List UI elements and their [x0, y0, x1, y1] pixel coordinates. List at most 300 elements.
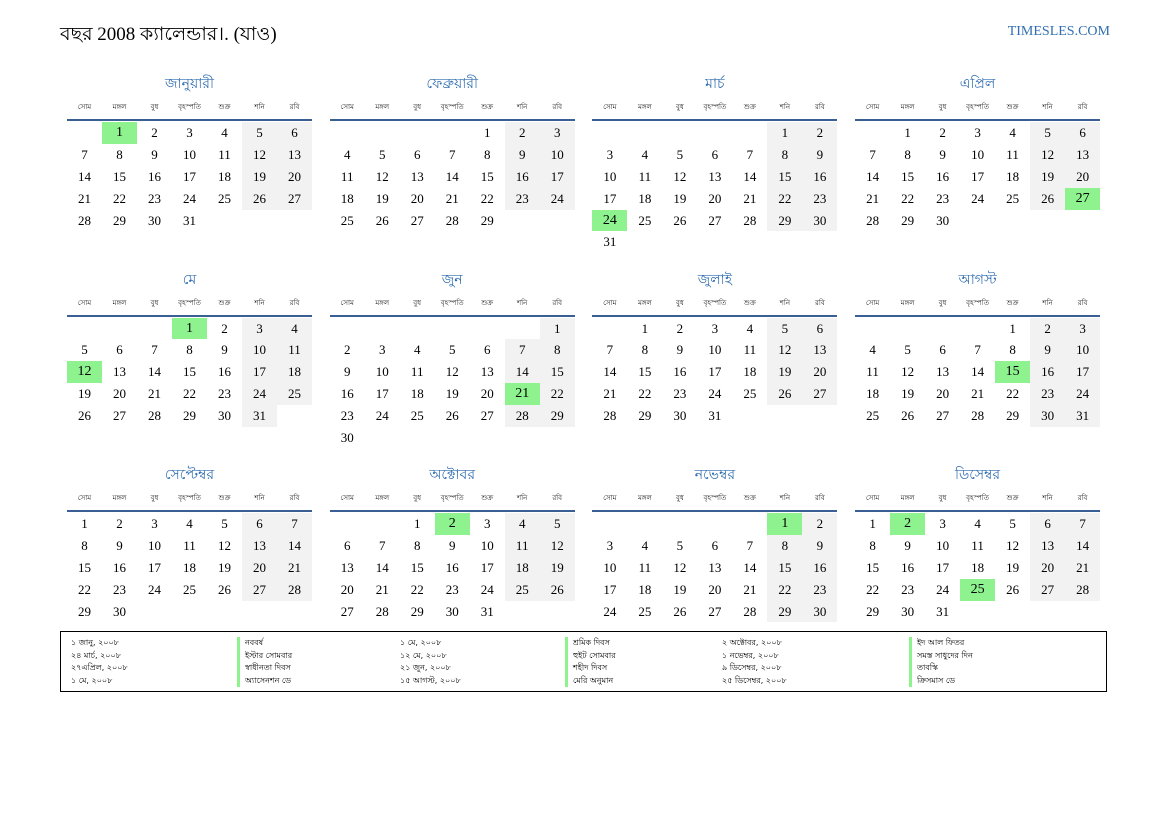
- days-grid: [855, 318, 1100, 427]
- calendar-day: 28: [603, 408, 617, 424]
- empty-cell: [102, 318, 137, 340]
- calendar-day: 21: [866, 190, 880, 206]
- calendar-day: 29: [901, 212, 915, 228]
- calendar-day: 15: [480, 168, 494, 184]
- weekday-label: শনি: [1042, 103, 1053, 111]
- calendar-day: 6: [242, 513, 277, 535]
- calendar-day: 5: [676, 146, 684, 162]
- calendar-day: 23: [340, 408, 354, 424]
- weekday-label: বুধ: [413, 494, 422, 502]
- calendar-day: 15: [183, 364, 196, 380]
- calendar-day: 13: [802, 339, 837, 361]
- weekday-label: বৃহস্পতি: [440, 298, 464, 307]
- header-rule: [855, 510, 1100, 512]
- calendar-day: 26: [445, 408, 459, 424]
- legend-date: ১ নভেম্বর, ২০০৮: [722, 650, 779, 660]
- calendar-day: 8: [869, 537, 876, 553]
- calendar-day: 17: [480, 559, 494, 575]
- calendar-day: 10: [603, 559, 617, 575]
- calendar-day: 21: [743, 581, 757, 597]
- calendar-day: 30: [218, 408, 231, 424]
- calendar-day: 22: [901, 190, 915, 206]
- calendar-day: 18: [638, 190, 652, 206]
- calendar-day: 17: [148, 559, 161, 575]
- weekday-label: সোম: [77, 103, 92, 111]
- calendar-day: 15: [767, 557, 802, 579]
- calendar-day: 28: [277, 579, 312, 601]
- calendar-day: 12: [1030, 144, 1065, 166]
- calendar-day: 21: [743, 190, 757, 206]
- calendar-day: 29: [410, 603, 424, 619]
- weekday-header: [855, 486, 1100, 510]
- calendar-day: 3: [606, 146, 614, 162]
- header-rule: [592, 315, 837, 317]
- calendar-day: 15: [78, 559, 91, 575]
- weekday-header: [592, 291, 837, 315]
- calendar-day: 10: [183, 146, 196, 162]
- weekday-header: [330, 95, 575, 119]
- calendar-day: 22: [866, 581, 880, 597]
- calendar-day: 17: [708, 364, 722, 380]
- legend-name: হুইট সোমবার: [565, 650, 616, 663]
- weekday-label: শুক্র: [743, 298, 756, 307]
- calendar-day: 12: [767, 339, 802, 361]
- empty-cell: [592, 318, 627, 340]
- weekday-label: বৃহস্পতি: [703, 103, 727, 111]
- calendar-day: 5: [904, 342, 911, 358]
- weekday-label: রবি: [815, 494, 825, 502]
- calendar-day: 9: [802, 535, 837, 557]
- calendar-day: 11: [340, 168, 354, 184]
- calendar-day: 26: [540, 579, 575, 601]
- calendar-day: 23: [445, 581, 459, 597]
- legend-date: ২ অক্টোবর, ২০০৮: [722, 638, 782, 647]
- calendar-day: 23: [505, 188, 540, 210]
- days-grid: [330, 122, 575, 231]
- calendar-day: 14: [277, 535, 312, 557]
- header-rule: [855, 315, 1100, 317]
- calendar-day: 6: [802, 318, 837, 340]
- calendar-day: 6: [343, 537, 351, 553]
- calendar-day: 24: [1065, 383, 1100, 405]
- calendar-day: 23: [802, 579, 837, 601]
- calendar-day: 8: [116, 146, 123, 162]
- empty-cell: [732, 513, 767, 535]
- calendar-day: 9: [505, 144, 540, 166]
- calendar-day: 18: [410, 386, 424, 402]
- weekday-label: রবি: [289, 298, 300, 307]
- empty-cell: [697, 513, 732, 535]
- calendar-day: 9: [802, 144, 837, 166]
- calendar-day: 18: [971, 559, 985, 575]
- weekday-label: শনি: [779, 103, 791, 111]
- calendar-day: 23: [148, 190, 161, 206]
- weekday-header: [67, 95, 312, 119]
- weekday-label: শুক্র: [743, 494, 756, 502]
- calendar-day: 28: [971, 408, 985, 424]
- calendar-day: 16: [901, 559, 915, 575]
- calendar-day: 10: [375, 364, 389, 380]
- days-grid: [67, 122, 312, 231]
- empty-cell: [470, 318, 505, 340]
- calendar-day: 23: [901, 581, 915, 597]
- calendar-day: 7: [606, 342, 614, 358]
- calendar-day: 30: [901, 603, 915, 619]
- calendar-day: 27: [802, 383, 837, 405]
- calendar-day: 23: [673, 386, 687, 402]
- calendar-day: 19: [375, 190, 389, 206]
- calendar-day: 20: [410, 190, 424, 206]
- calendar-day: 15: [767, 166, 802, 188]
- calendar-day: 14: [971, 364, 985, 380]
- calendar-day: 20: [708, 581, 722, 597]
- calendar-day: 27: [480, 408, 494, 424]
- holiday-day: 1: [767, 513, 802, 535]
- empty-cell: [330, 513, 365, 535]
- calendar-day: 25: [340, 212, 354, 228]
- calendar-day: 10: [148, 537, 161, 553]
- weekday-label: মঙ্গল: [900, 494, 915, 502]
- month-name: এপ্রিল: [959, 76, 996, 92]
- calendar-day: 3: [242, 318, 277, 340]
- calendar-day: 26: [218, 581, 231, 597]
- calendar-day: 8: [483, 146, 491, 162]
- calendar-day: 25: [743, 386, 757, 402]
- calendar-day: 28: [866, 212, 880, 228]
- weekday-label: বুধ: [675, 103, 684, 111]
- calendar-day: 8: [767, 535, 802, 557]
- days-grid: [330, 318, 575, 449]
- days-grid: [855, 513, 1100, 622]
- weekday-label: মঙ্গল: [112, 494, 127, 502]
- calendar-day: 13: [1065, 144, 1100, 166]
- weekday-label: বুধ: [938, 103, 947, 111]
- month-name: নভেম্বর: [694, 467, 736, 483]
- calendar-day: 12: [1006, 537, 1020, 553]
- weekday-label: সোম: [340, 298, 354, 307]
- calendar-day: 6: [1030, 513, 1065, 535]
- calendar-day: 14: [78, 168, 91, 184]
- calendar-day: 7: [378, 537, 386, 553]
- calendar-day: 18: [277, 361, 312, 383]
- calendar-day: 18: [743, 364, 757, 380]
- empty-cell: [732, 122, 767, 144]
- calendar-day: 20: [1065, 166, 1100, 188]
- site-link[interactable]: TIMESLES.COM: [1007, 24, 1110, 39]
- calendar-day: 19: [767, 361, 802, 383]
- calendar-day: 2: [676, 320, 684, 336]
- calendar-day: 22: [410, 581, 424, 597]
- calendar-day: 11: [410, 364, 424, 380]
- legend-date: ১৫ আগস্ট, ২০০৮: [400, 675, 461, 685]
- calendar-day: 29: [767, 601, 802, 623]
- calendar-day: 5: [540, 513, 575, 535]
- calendar-day: 4: [869, 342, 876, 358]
- header-rule: [67, 510, 312, 512]
- legend-name: স্বাধীনতা দিবস: [237, 662, 292, 675]
- weekday-label: শুক্র: [1006, 103, 1019, 111]
- legend-name: মেরি অনুমান: [565, 675, 616, 688]
- calendar-day: 16: [340, 386, 354, 402]
- calendar-day: 28: [148, 408, 161, 424]
- days-grid: [592, 513, 837, 622]
- weekday-label: শনি: [517, 298, 528, 307]
- calendar-day: 13: [277, 144, 312, 166]
- calendar-day: 15: [540, 361, 575, 383]
- weekday-header: [67, 486, 312, 510]
- calendar-day: 6: [711, 537, 719, 553]
- calendar-day: 25: [505, 579, 540, 601]
- calendar-day: 7: [746, 537, 754, 553]
- calendar-day: 20: [1030, 557, 1065, 579]
- calendar-day: 25: [183, 581, 196, 597]
- calendar-day: 2: [802, 513, 837, 535]
- calendar-day: 12: [445, 364, 459, 380]
- empty-cell: [925, 318, 960, 340]
- holiday-day: 12: [67, 361, 102, 383]
- calendar-day: 18: [505, 557, 540, 579]
- calendar-day: 14: [743, 168, 757, 184]
- calendar-day: 20: [242, 557, 277, 579]
- legend-name: শ্রমিক দিবস: [565, 637, 616, 650]
- weekday-header: [330, 291, 575, 315]
- legend-date: ১ মে, ২০০৮: [400, 638, 442, 647]
- weekday-label: মঙ্গল: [112, 103, 127, 111]
- calendar-day: 10: [936, 537, 950, 553]
- calendar-day: 8: [767, 144, 802, 166]
- legend-names-3: [909, 637, 973, 687]
- calendar-day: 3: [1065, 318, 1100, 340]
- holiday-day: 25: [960, 579, 995, 601]
- weekday-label: মঙ্গল: [638, 298, 652, 307]
- calendar-day: 21: [971, 386, 985, 402]
- month-name: আগস্ট: [958, 271, 997, 288]
- weekday-label: মঙ্গল: [900, 103, 915, 111]
- calendar-day: 19: [1006, 559, 1020, 575]
- calendar-day: 27: [1030, 579, 1065, 601]
- month-name: অক্টোবর: [429, 467, 476, 483]
- calendar-day: 30: [113, 603, 126, 619]
- calendar-day: 6: [413, 146, 421, 162]
- calendar-day: 27: [340, 603, 354, 619]
- calendar-day: 6: [1065, 122, 1100, 144]
- calendar-day: 30: [1030, 405, 1065, 427]
- calendar-day: 13: [242, 535, 277, 557]
- calendar-day: 2: [221, 320, 228, 336]
- calendar-day: 29: [638, 408, 652, 424]
- calendar-day: 8: [540, 339, 575, 361]
- calendar-day: 26: [375, 212, 389, 228]
- weekday-label: বুধ: [938, 494, 947, 502]
- calendar-day: 21: [78, 190, 91, 206]
- calendar-day: 6: [277, 122, 312, 144]
- weekday-label: বুধ: [413, 103, 422, 111]
- month-name: মে: [182, 271, 197, 288]
- calendar-day: 9: [939, 146, 946, 162]
- calendar-day: 2: [151, 125, 158, 140]
- legend-date: ১ জানু, ২০০৮: [71, 638, 119, 647]
- calendar-day: 4: [186, 516, 193, 531]
- legend-date: ২৪ মার্চ, ২০০৮: [71, 650, 121, 660]
- calendar-day: 1: [483, 125, 491, 140]
- calendar-day: 29: [767, 210, 802, 232]
- calendar-day: 16: [802, 166, 837, 188]
- legend-date: ৯ ডিসেম্বর, ২০০৮: [722, 663, 782, 672]
- calendar-day: 25: [218, 190, 231, 206]
- empty-cell: [627, 513, 662, 535]
- calendar-day: 7: [746, 146, 754, 162]
- calendar-day: 13: [708, 559, 722, 575]
- calendar-day: 11: [866, 364, 879, 380]
- calendar-day: 20: [802, 361, 837, 383]
- calendar-day: 22: [1006, 386, 1020, 402]
- weekday-label: সোম: [865, 298, 880, 307]
- empty-cell: [67, 122, 102, 144]
- calendar-day: 29: [113, 212, 126, 228]
- calendar-day: 24: [148, 581, 161, 597]
- calendar-day: 14: [375, 559, 389, 575]
- empty-cell: [662, 122, 697, 144]
- weekday-label: রবি: [815, 103, 825, 111]
- header-rule: [330, 510, 575, 512]
- calendar-day: 23: [802, 188, 837, 210]
- calendar-day: 3: [483, 516, 491, 531]
- calendar-day: 17: [971, 168, 985, 184]
- calendar-day: 7: [81, 146, 88, 162]
- calendar-day: 2: [116, 516, 123, 531]
- calendar-day: 2: [343, 342, 351, 358]
- calendar-day: 2: [939, 125, 946, 140]
- calendar-day: 27: [277, 188, 312, 210]
- weekday-header: [592, 95, 837, 119]
- calendar-day: 18: [183, 559, 196, 575]
- weekday-label: বৃহস্পতি: [966, 494, 989, 502]
- month-block: [330, 269, 575, 465]
- legend-date: ২১ জুন, ২০০৮: [400, 663, 451, 672]
- weekday-label: রবি: [1077, 103, 1088, 111]
- calendar-day: 25: [866, 408, 880, 424]
- weekday-label: শনি: [1042, 298, 1053, 307]
- weekday-label: মঙ্গল: [375, 494, 390, 502]
- holiday-day: 15: [995, 361, 1030, 383]
- calendar-day: 16: [802, 557, 837, 579]
- holiday-day: 21: [505, 383, 540, 405]
- holiday-day: 1: [172, 318, 207, 340]
- empty-cell: [505, 318, 540, 340]
- weekday-label: রবি: [289, 494, 300, 502]
- weekday-header: [330, 486, 575, 510]
- calendar-day: 4: [277, 318, 312, 340]
- empty-cell: [697, 122, 732, 144]
- calendar-day: 30: [445, 603, 459, 619]
- days-grid: [67, 513, 312, 622]
- calendar-day: 14: [445, 168, 459, 184]
- calendar-day: 7: [448, 146, 456, 162]
- calendar-day: 18: [218, 168, 231, 184]
- legend-dates-1: [71, 637, 128, 687]
- holiday-day: 1: [102, 122, 137, 144]
- calendar-day: 16: [113, 559, 126, 575]
- calendar-day: 23: [113, 581, 126, 597]
- weekday-label: বুধ: [150, 298, 159, 307]
- weekday-label: বৃহস্পতি: [178, 298, 201, 307]
- weekday-label: শুক্র: [218, 494, 231, 502]
- weekday-label: শনি: [517, 494, 528, 502]
- calendar-day: 29: [1006, 408, 1020, 424]
- weekday-label: বৃহস্পতি: [440, 494, 464, 502]
- weekday-label: সোম: [865, 103, 880, 111]
- header-rule: [592, 119, 837, 121]
- calendar-day: 16: [218, 364, 231, 380]
- calendar-day: 4: [505, 513, 540, 535]
- empty-cell: [67, 318, 102, 340]
- empty-cell: [960, 318, 995, 340]
- calendar-day: 5: [378, 146, 386, 162]
- calendar-day: 31: [242, 405, 277, 427]
- calendar-day: 15: [410, 559, 424, 575]
- empty-cell: [400, 318, 435, 340]
- calendar-day: 13: [113, 364, 126, 380]
- weekday-label: বুধ: [413, 298, 422, 307]
- calendar-day: 2: [802, 122, 837, 144]
- legend-name: ক্রিসমাস ডে: [909, 675, 973, 688]
- legend-names-1: [237, 637, 292, 687]
- header-rule: [67, 119, 312, 121]
- weekday-label: বৃহস্পতি: [178, 103, 201, 111]
- calendar-day: 7: [277, 513, 312, 535]
- calendar-day: 19: [78, 386, 91, 402]
- days-grid: [330, 513, 575, 622]
- calendar-day: 3: [606, 537, 614, 553]
- calendar-day: 1: [413, 516, 421, 531]
- calendar-day: 12: [540, 535, 575, 557]
- calendar-day: 17: [540, 166, 575, 188]
- weekday-header: [592, 486, 837, 510]
- weekday-label: সোম: [340, 103, 354, 111]
- month-block: [592, 73, 837, 269]
- calendar-day: 26: [1030, 188, 1065, 210]
- calendar-day: 18: [1006, 168, 1020, 184]
- calendar-day: 29: [540, 405, 575, 427]
- calendar-day: 13: [480, 364, 494, 380]
- calendar-day: 11: [971, 537, 984, 553]
- weekday-label: রবি: [552, 103, 563, 111]
- calendar-day: 9: [221, 342, 228, 358]
- holiday-legend: [60, 631, 1107, 692]
- weekday-label: মঙ্গল: [375, 298, 390, 307]
- calendar-day: 3: [186, 125, 193, 140]
- weekday-label: বুধ: [675, 494, 684, 502]
- month-block: [855, 269, 1100, 465]
- empty-cell: [435, 318, 470, 340]
- calendar-day: 17: [603, 581, 617, 597]
- calendar-day: 10: [1065, 339, 1100, 361]
- calendar-day: 27: [242, 579, 277, 601]
- calendar-day: 12: [375, 168, 389, 184]
- holiday-day: 2: [435, 513, 470, 535]
- calendar-day: 25: [638, 603, 652, 619]
- calendar-day: 9: [448, 537, 456, 553]
- calendar-day: 19: [218, 559, 231, 575]
- calendar-day: 10: [242, 339, 277, 361]
- calendar-day: 11: [183, 537, 196, 553]
- calendar-day: 19: [673, 581, 687, 597]
- calendar-day: 28: [505, 405, 540, 427]
- calendar-day: 22: [767, 579, 802, 601]
- month-name: মার্চ: [705, 76, 725, 92]
- calendar-day: 14: [603, 364, 617, 380]
- calendar-day: 21: [1065, 557, 1100, 579]
